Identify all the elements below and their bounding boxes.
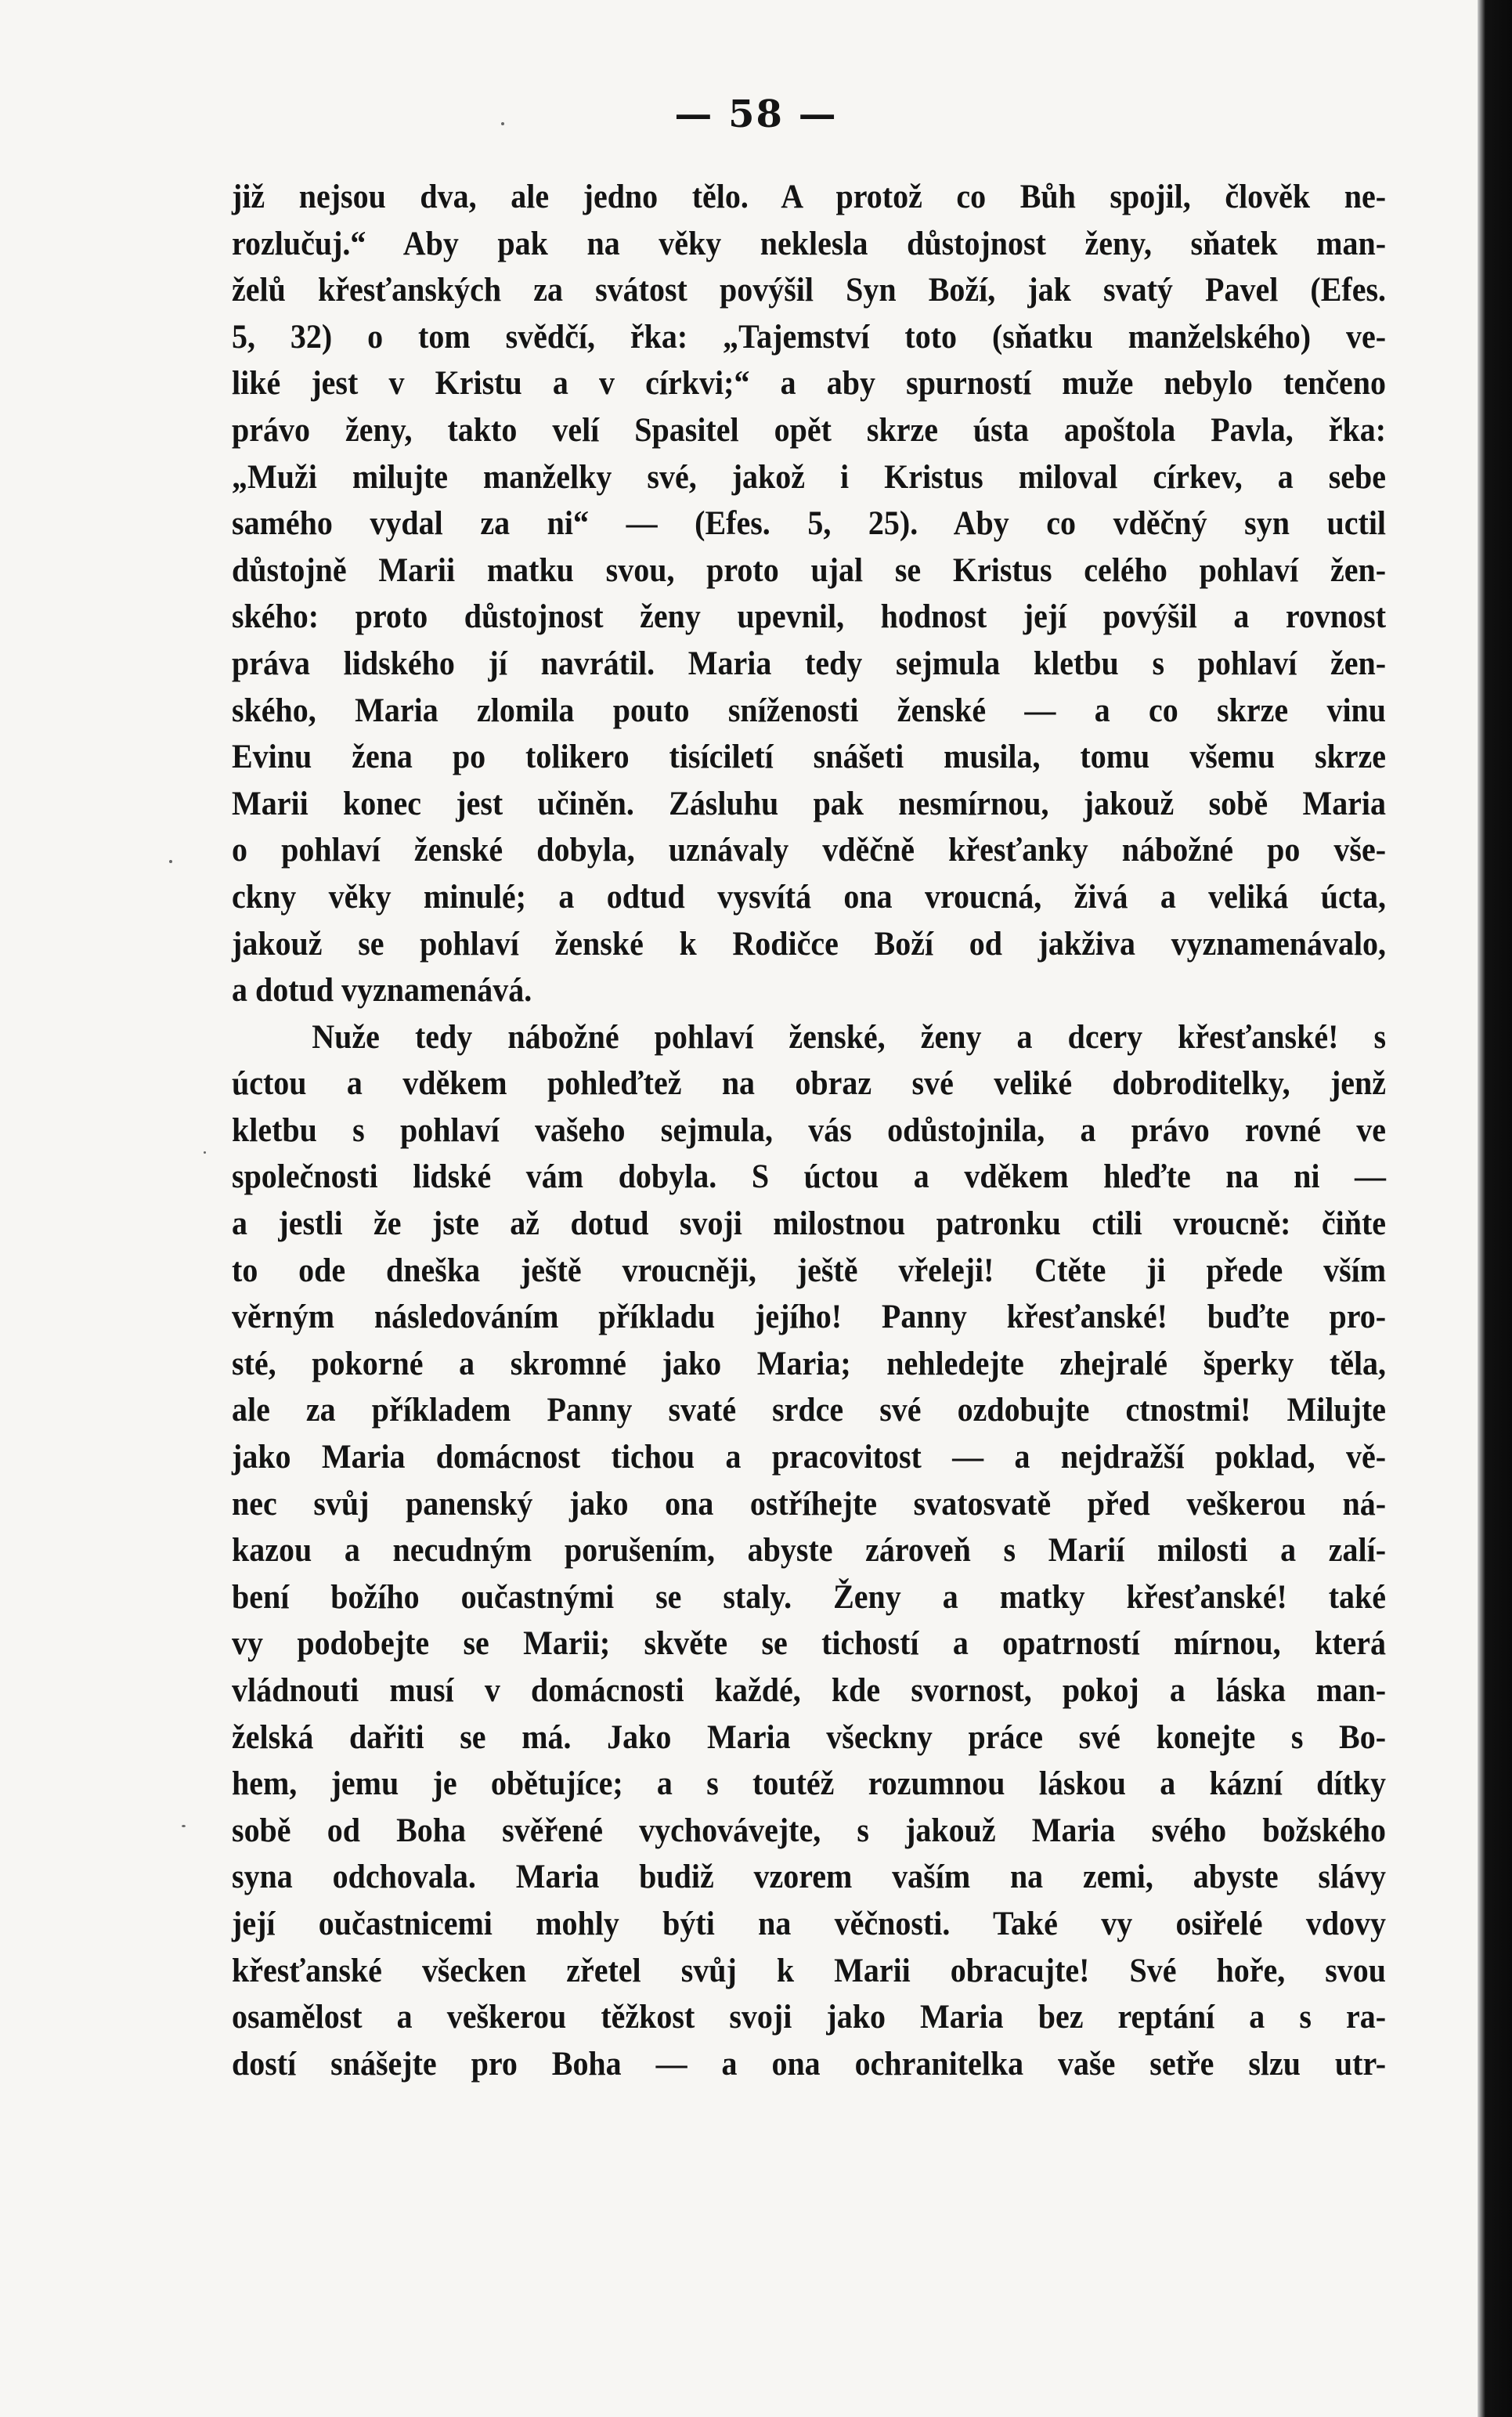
text-line: sté, pokorné a skromné jako Maria; nehledejte zhejralé šperky těla,	[232, 1345, 1387, 1382]
text-line: želská dařiti se má. Jako Maria všeckny práce své konejte s Bo-	[232, 1718, 1387, 1756]
text-line: důstojně Marii matku svou, proto ujal se Kristus celého pohlaví žen-	[232, 551, 1387, 589]
text-line: kletbu s pohlaví vašeho sejmula, vás odůstojnila, a právo rovné ve	[232, 1111, 1387, 1149]
text-line: ckny věky minulé; a odtud vysvítá ona vroucná, živá a veliká úcta,	[232, 878, 1387, 916]
text-line: ského: proto důstojnost ženy upevnil, hodnost její povýšil a rovnost	[232, 598, 1387, 636]
text-line: již nejsou dva, ale jedno tělo. A protož co Bůh spojil, člověk ne-	[232, 179, 1387, 215]
text-line: „Muži milujte manželky své, jakož i Kristus miloval církev, a sebe	[232, 458, 1387, 496]
text-line: práva lidského jí navrátil. Maria tedy sejmula kletbu s pohlaví žen-	[232, 645, 1387, 682]
dust-speck	[204, 1151, 206, 1154]
text-line: o pohlaví ženské dobyla, uznávaly vděčně křesťanky nábožné po vše-	[232, 832, 1387, 869]
text-line: její oučastnicemi mohly býti na věčnosti. Také vy osiřelé vdovy	[232, 1905, 1387, 1942]
text-line: hem, jemu je obětujíce; a s toutéž rozumnou láskou a kázní dítky	[232, 1765, 1387, 1803]
text-line: věrným následováním příkladu jejího! Panny křesťanské! buďte pro-	[232, 1299, 1387, 1336]
text-line: samého vydal za ni“ — (Efes. 5, 25). Aby co vděčný syn uctil	[232, 505, 1387, 543]
text-line: a jestli že jste až dotud svoji milostnou patronku ctili vroucně: čiňte	[232, 1205, 1387, 1243]
text-line: syna odchovala. Maria budiž vzorem vaším na zemi, abyste slávy	[232, 1859, 1387, 1896]
text-line: ského, Maria zlomila pouto sníženosti ženské — a co skrze vinu	[232, 692, 1387, 729]
body-text	[232, 174, 1387, 2087]
text-line: bení božího oučastnými se staly. Ženy a matky křesťanské! také	[232, 1578, 1387, 1616]
text-line: sobě od Boha svěřené vychovávejte, s jakouž Maria svého božského	[232, 1812, 1387, 1849]
dust-speck	[182, 1825, 186, 1827]
text-line: 5, 32) o tom svědčí, řka: „Tajemství toto (sňatku manželského) ve-	[232, 318, 1387, 356]
text-line: dostí snášejte pro Boha — a ona ochranitelka vaše setře slzu utr-	[232, 2045, 1387, 2083]
text-line: jako Maria domácnost tichou a pracovitost — a nejdražší poklad, vě-	[232, 1439, 1387, 1476]
text-line: úctou a vděkem pohleďtež na obraz své veliké dobroditelky, jenž	[232, 1065, 1387, 1103]
text-line: Evinu žena po tolikero tisíciletí snášeti musila, tomu všemu skrze	[232, 739, 1387, 776]
text-line: společnosti lidské vám dobyla. S úctou a vděkem hleďte na ni —	[232, 1158, 1387, 1196]
text-line: želů křesťanských za svátost povýšil Syn Boží, jak svatý Pavel (Efes.	[232, 272, 1387, 309]
text-line: rozlučuj.“ Aby pak na věky neklesla důstojnost ženy, sňatek man-	[232, 225, 1387, 262]
text-line: kazou a necudným porušením, abyste zároveň s Marií milosti a zalí-	[232, 1532, 1387, 1570]
text-line: osamělost a veškerou těžkost svoji jako Maria bez reptání a s ra-	[232, 1999, 1387, 2036]
text-line: Marii konec jest učiněn. Zásluhu pak nesmírnou, jakouž sobě Maria	[232, 785, 1387, 822]
text-line: křesťanské všecken zřetel svůj k Marii obracujte! Své hoře, svou	[232, 1952, 1387, 1989]
text-line: vládnouti musí v domácnosti každé, kde svornost, pokoj a láska man-	[232, 1672, 1387, 1709]
text-line: jakouž se pohlaví ženské k Rodičce Boží od jakživa vyznamenávalo,	[232, 925, 1387, 963]
dust-speck	[169, 860, 172, 863]
text-line: nec svůj panenský jako ona ostříhejte svatosvatě před veškerou ná-	[232, 1485, 1387, 1523]
text-line: to ode dneška ještě vroucněji, ještě vřeleji! Ctěte ji přede vším	[232, 1252, 1387, 1289]
text-line: právo ženy, takto velí Spasitel opět skrze ústa apoštola Pavla, řka:	[232, 411, 1387, 449]
text-line: a dotud vyznamenává.	[232, 972, 532, 1010]
page-number: — 58 —	[674, 92, 838, 136]
text-line: vy podobejte se Marii; skvěte se tichostí a opatrností mírnou, která	[232, 1625, 1387, 1663]
text-line: ale za příkladem Panny svaté srdce své ozdobujte ctnostmi! Milujte	[232, 1392, 1387, 1429]
scan-edge	[1478, 0, 1512, 2417]
text-line: Nuže tedy nábožné pohlaví ženské, ženy a dcery křesťanské! s	[312, 1018, 1387, 1056]
text-line: liké jest v Kristu a v církvi;“ a aby spurností muže nebylo tenčeno	[232, 365, 1387, 403]
